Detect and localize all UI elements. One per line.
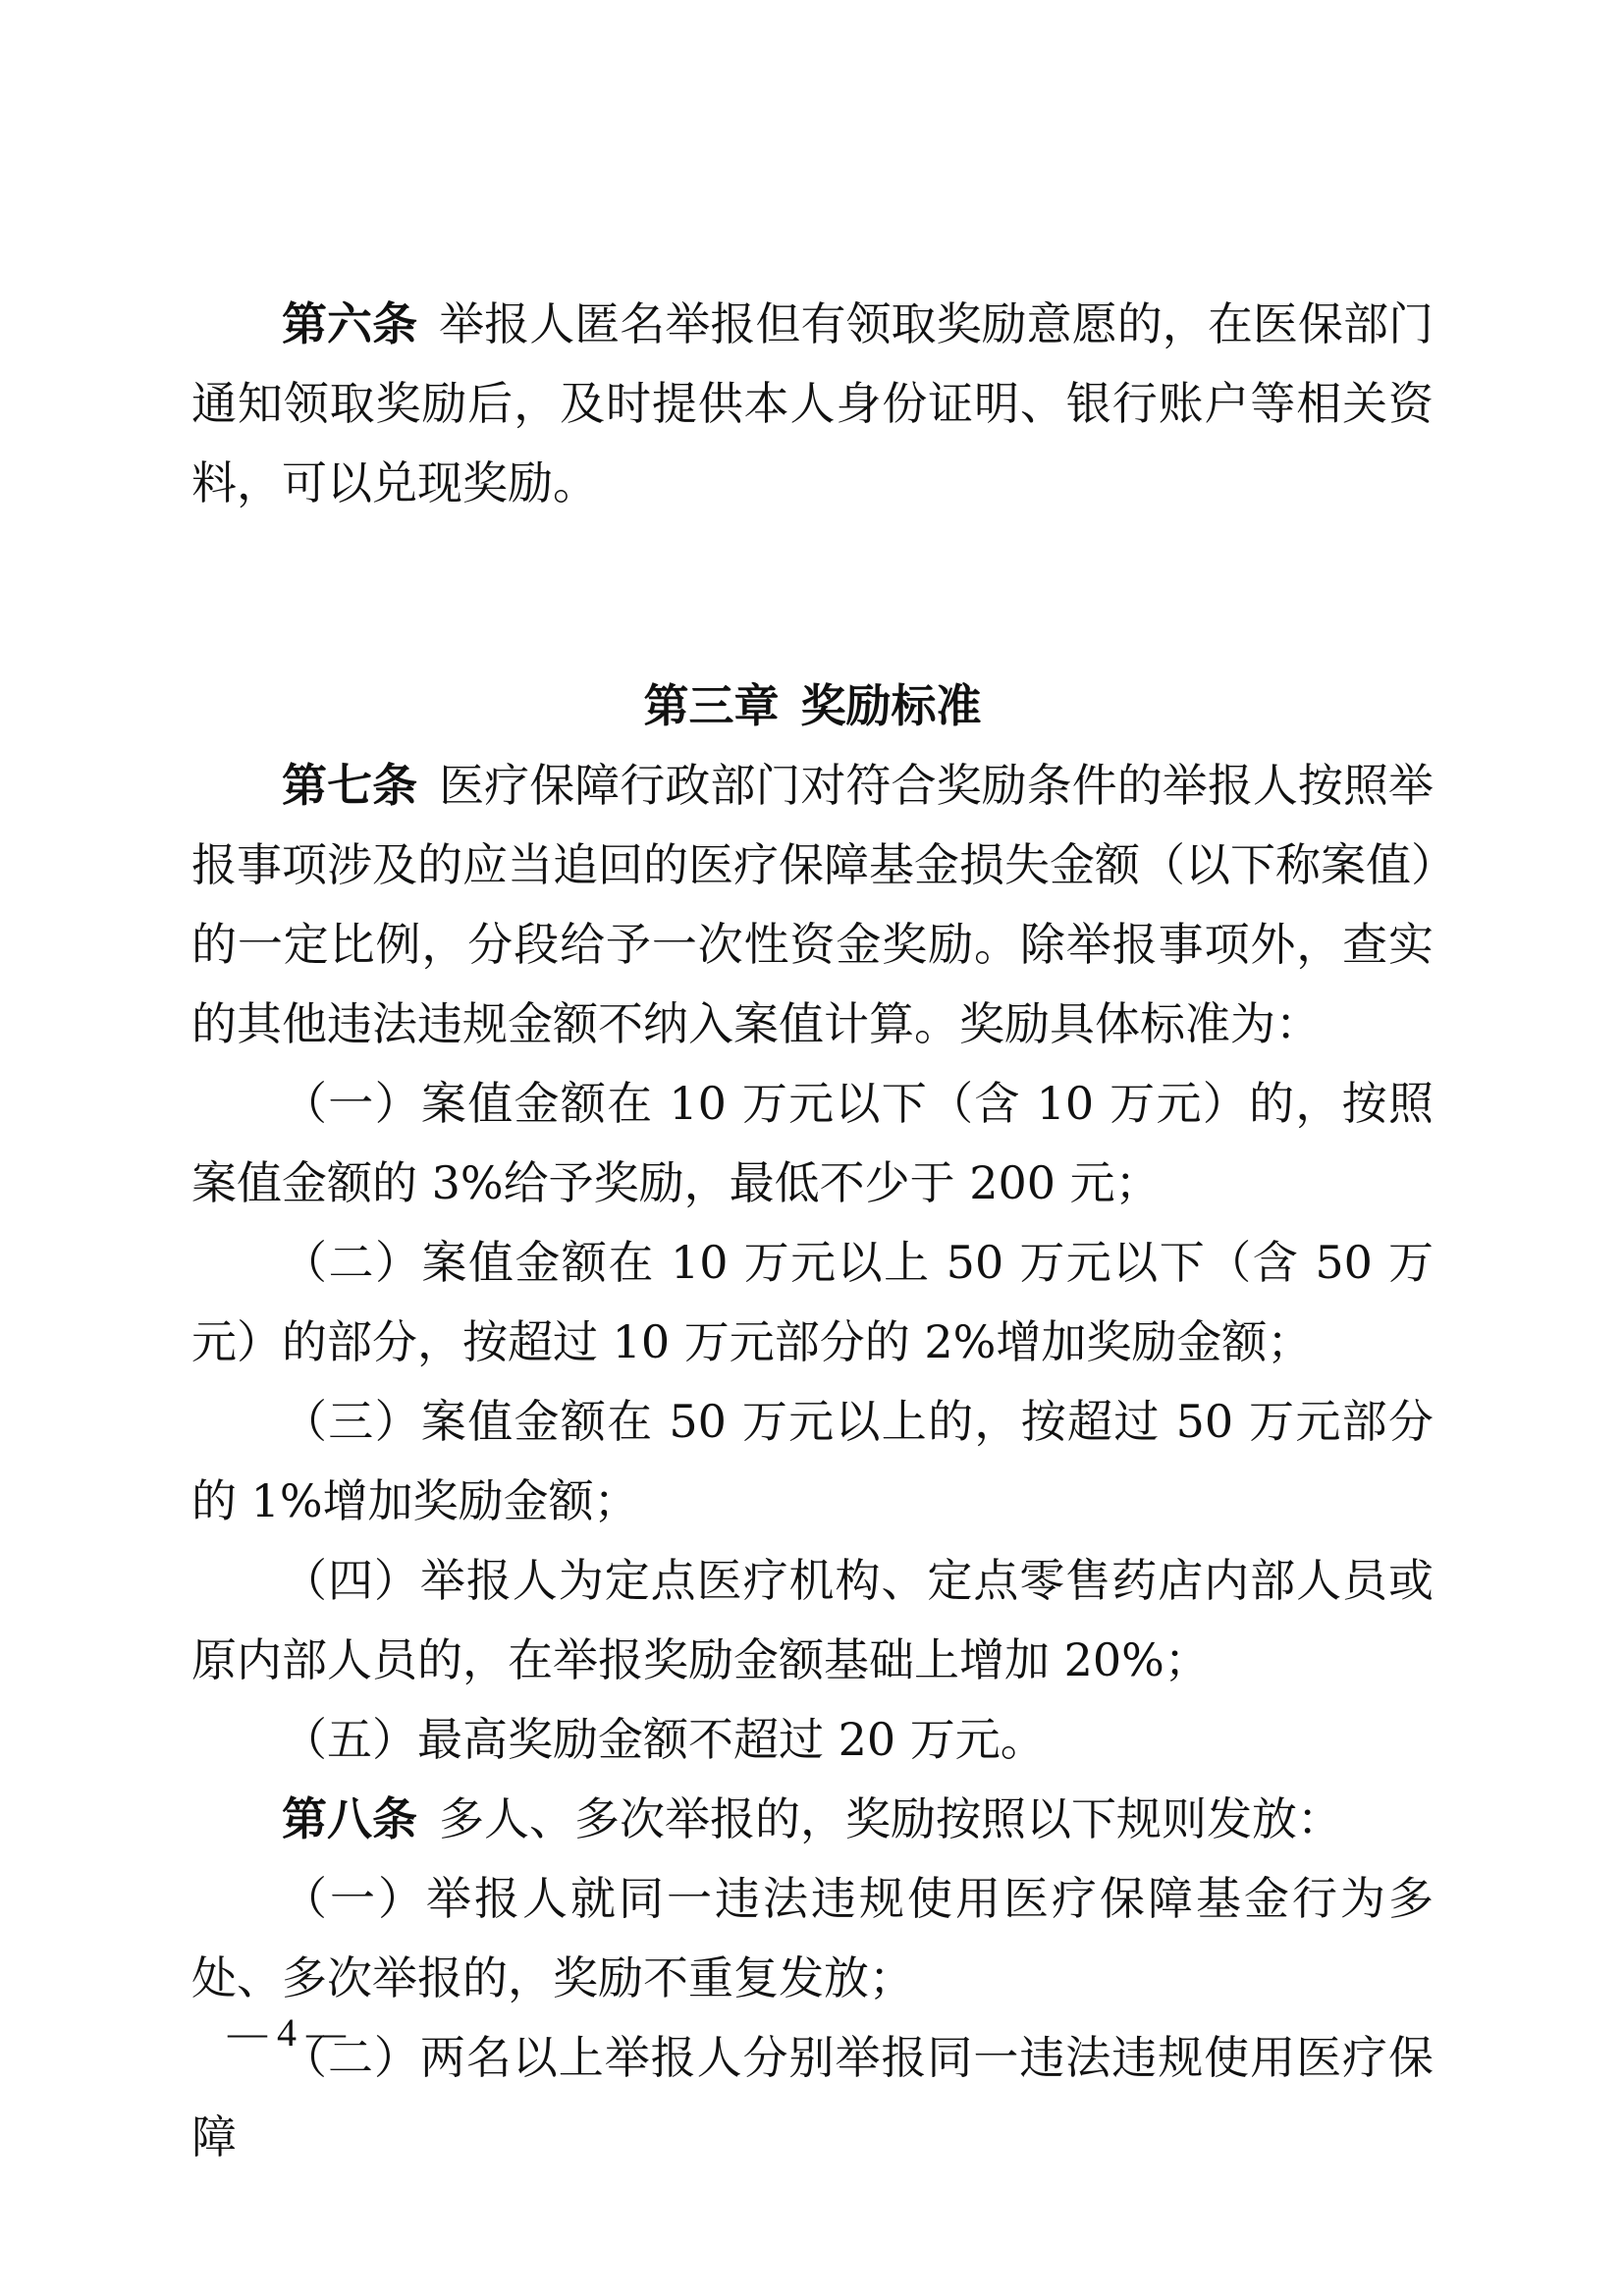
article-8-item: （二）两名以上举报人分别举报同一违法违规使用医疗保障 bbox=[191, 2031, 1434, 2163]
article-7-item: （四）举报人为定点医疗机构、定点零售药店内部人员或原内部人员的，在举报奖励金额基础上增加 20%； bbox=[191, 1554, 1434, 1686]
chapter-3-number: 第三章 bbox=[643, 679, 780, 732]
article-6-label: 第六条 bbox=[282, 297, 418, 350]
article-8-paragraph bbox=[191, 1780, 1434, 1859]
article-7-item: （三）案值金额在 50 万元以上的，按超过 50 万元部分的 1%增加奖励金额； bbox=[191, 1395, 1434, 1527]
article-7-item: （五）最高奖励金额不超过 20 万元。 bbox=[282, 1713, 1046, 1766]
article-7-label: 第七条 bbox=[282, 759, 418, 812]
article-6-paragraph bbox=[191, 285, 1434, 523]
article-7-item: （一）案值金额在 10 万元以下（含 10 万元）的，按照案值金额的 3%给予奖励，最低不少于 200 元； bbox=[191, 1077, 1434, 1209]
article-8-item: （一）举报人就同一违法违规使用医疗保障基金行为多处、多次举报的，奖励不重复发放； bbox=[191, 1872, 1434, 2004]
article-7-paragraph bbox=[191, 746, 1434, 1064]
article-7-item: （二）案值金额在 10 万元以上 50 万元以下（含 50 万元）的部分，按超过 10 万元部分的 2%增加奖励金额； bbox=[191, 1236, 1434, 1368]
chapter-3-heading bbox=[191, 667, 1434, 746]
article-6-text: 举报人匿名举报但有领取奖励意愿的，在医保部门通知领取奖励后，及时提供本人身份证明、银行账户等相关资料，可以兑现奖励。 bbox=[191, 297, 1434, 509]
article-8-label: 第八条 bbox=[282, 1792, 417, 1845]
page-number: — 4 — bbox=[228, 2010, 346, 2055]
chapter-3-title: 奖励标准 bbox=[800, 679, 982, 732]
article-8-text: 多人、多次举报的，奖励按照以下规则发放： bbox=[439, 1792, 1342, 1845]
article-7-text: 医疗保障行政部门对符合奖励条件的举报人按照举报事项涉及的应当追回的医疗保障基金损失金额（以下称案值）的一定比例，分段给予一次性资金奖励。除举报事项外，查实的其他违法违规金额不纳入案值计算。奖励具体标准为： bbox=[191, 759, 1434, 1050]
document-body bbox=[191, 285, 1434, 2177]
